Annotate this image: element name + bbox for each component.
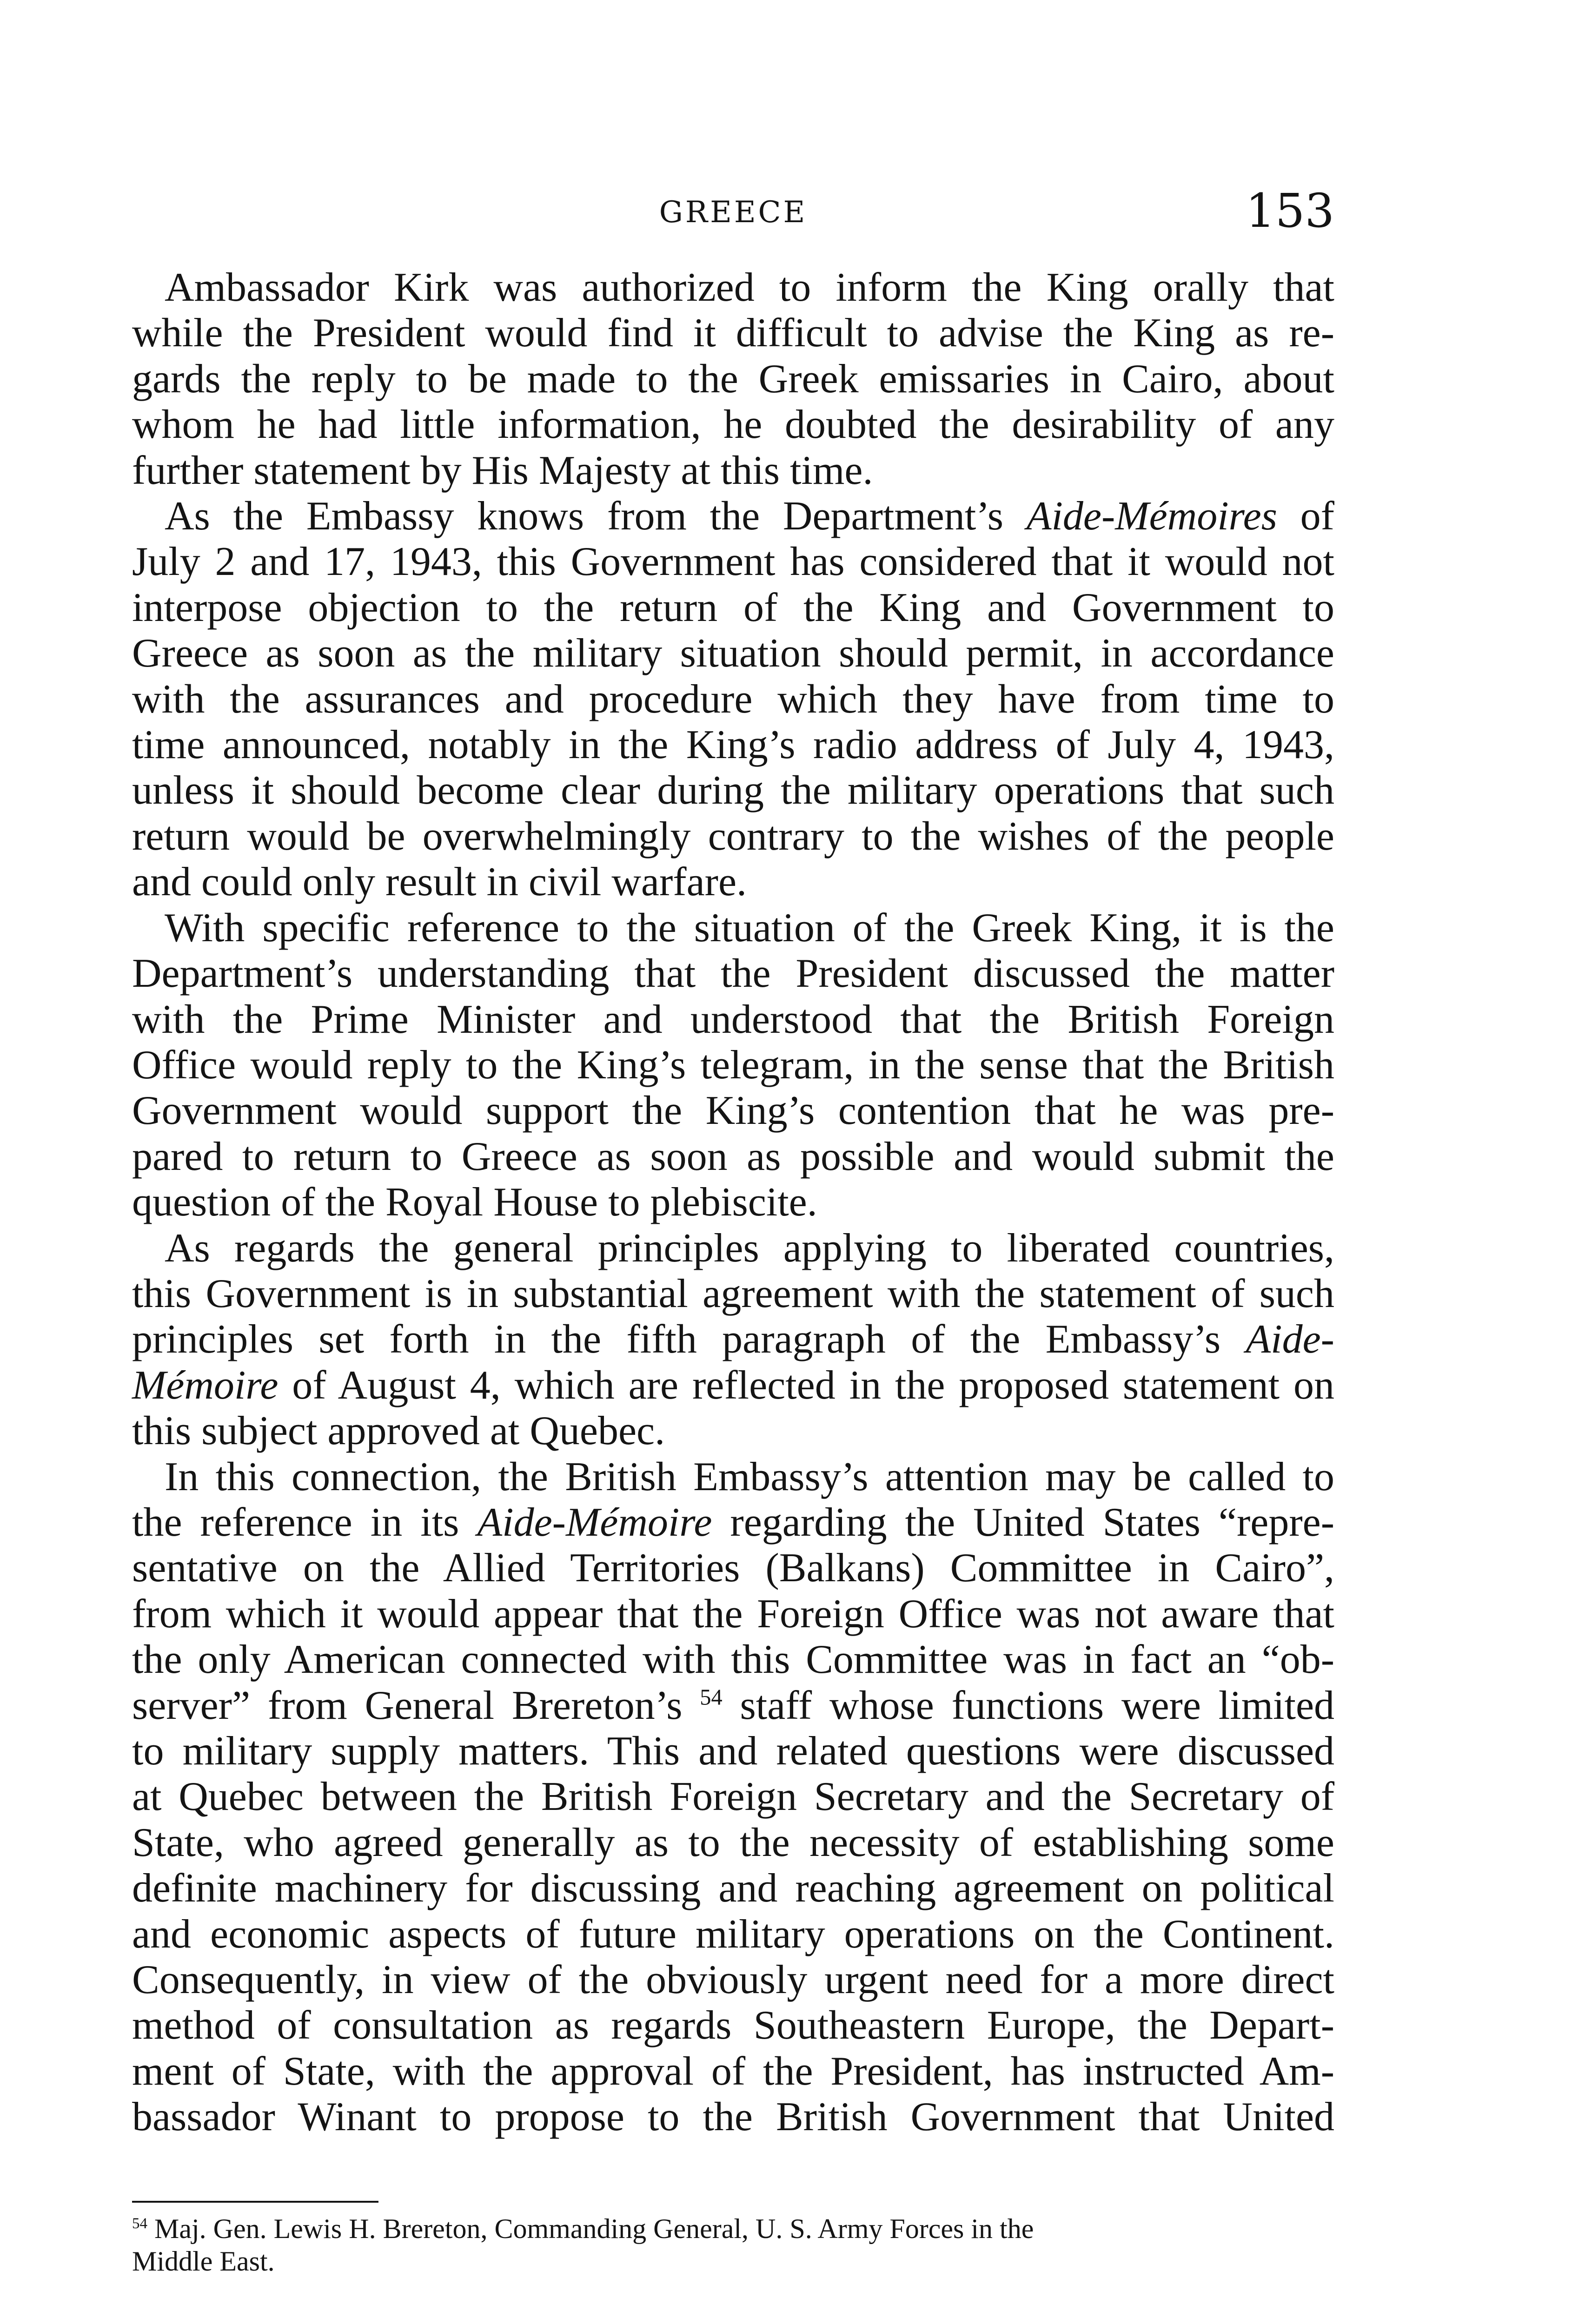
text-line: further statement by His Majesty at this time. bbox=[132, 448, 873, 493]
footnote-divider bbox=[132, 2201, 378, 2203]
text-line: State, who agreed generally as to the necessity of establishing some bbox=[132, 1820, 1334, 1865]
text-line: ment of State, with the approval of the President, has instructed Am- bbox=[132, 2048, 1334, 2094]
text-line: Government would support the King’s contention that he was pre- bbox=[132, 1088, 1334, 1134]
text-line: return would be overwhelmingly contrary to the wishes of the people bbox=[132, 813, 1334, 859]
text-line: Ambassador Kirk was authorized to inform the King orally that bbox=[165, 265, 1334, 310]
text-line: July 2 and 17, 1943, this Government has considered that it would not bbox=[132, 539, 1334, 585]
running-head bbox=[132, 184, 1334, 244]
text-run: of bbox=[1277, 494, 1334, 539]
footnote-line bbox=[132, 2212, 1334, 2245]
paragraph-2 bbox=[132, 494, 1334, 905]
text-run: server” from General Brereton’s bbox=[132, 1683, 700, 1728]
text-line: method of consultation as regards Southeastern Europe, the Depart- bbox=[132, 2003, 1334, 2048]
text-run: principles set forth in the fifth paragraph of the Embassy’s bbox=[132, 1317, 1246, 1362]
paragraph-1 bbox=[132, 265, 1334, 494]
paragraph-5 bbox=[132, 1454, 1334, 2140]
text-line: definite machinery for discussing and reaching agreement on political bbox=[132, 1866, 1334, 1911]
italic-term: Mémoire bbox=[132, 1362, 279, 1408]
text-line: pared to return to Greece as soon as possible and would submit the bbox=[132, 1134, 1334, 1179]
text-line: Consequently, in view of the obviously urgent need for a more direct bbox=[132, 1957, 1334, 2003]
text-line: while the President would find it difficult to advise the King as re- bbox=[132, 310, 1334, 356]
text-line: from which it would appear that the Foreign Office was not aware that bbox=[132, 1591, 1334, 1637]
text-line: Department’s understanding that the President discussed the matter bbox=[132, 951, 1334, 997]
text-line: Office would reply to the King’s telegram, in the sense that the British bbox=[132, 1042, 1334, 1088]
text-line bbox=[132, 1683, 1334, 1729]
italic-term: Aide- bbox=[1246, 1317, 1334, 1362]
text-line: With specific reference to the situation of the Greek King, it is the bbox=[165, 905, 1334, 951]
text-line: time announced, notably in the King’s radio address of July 4, 1943, bbox=[132, 722, 1334, 768]
text-run: staff whose functions were limited bbox=[722, 1683, 1335, 1728]
text-line bbox=[132, 494, 1334, 539]
footnote bbox=[132, 2212, 1334, 2278]
text-line: with the assurances and procedure which they have from time to bbox=[132, 676, 1334, 722]
text-run: regarding the United States “repre- bbox=[712, 1499, 1335, 1545]
text-line: interpose objection to the return of the King and Government to bbox=[132, 585, 1334, 630]
text-line: and economic aspects of future military operations on the Continent. bbox=[132, 1911, 1334, 1957]
text-line: unless it should become clear during the military operations that such bbox=[132, 768, 1334, 813]
page-number: 153 bbox=[1246, 184, 1334, 238]
footnote-text: Maj. Gen. Lewis H. Brereton, Commanding General, U. S. Army Forces in the bbox=[147, 2213, 1034, 2244]
text-line: this subject approved at Quebec. bbox=[132, 1408, 665, 1454]
text-run: of August 4, which are reflected in the proposed statement on bbox=[278, 1362, 1334, 1408]
text-line bbox=[132, 1363, 1334, 1408]
text-line: whom he had little information, he doubted the desirability of any bbox=[132, 402, 1334, 448]
text-run: the reference in its bbox=[132, 1499, 477, 1545]
text-line: As regards the general principles applying to liberated countries, bbox=[165, 1225, 1334, 1271]
paragraph-3 bbox=[132, 905, 1334, 1226]
text-line bbox=[132, 1500, 1334, 1545]
footnote-reference[interactable]: 54 bbox=[700, 1685, 723, 1710]
text-line: bassador Winant to propose to the British Government that United bbox=[132, 2094, 1334, 2140]
text-line: this Government is in substantial agreement with the statement of such bbox=[132, 1271, 1334, 1316]
italic-term: Aide-Mémoires bbox=[1026, 494, 1277, 539]
italic-term: Aide-Mémoire bbox=[477, 1499, 712, 1545]
text-line: with the Prime Minister and understood that the British Foreign bbox=[132, 997, 1334, 1042]
text-line: question of the Royal House to plebiscite. bbox=[132, 1180, 817, 1225]
text-line: at Quebec between the British Foreign Secretary and the Secretary of bbox=[132, 1774, 1334, 1820]
paragraph-4 bbox=[132, 1226, 1334, 1454]
text-line: and could only result in civil warfare. bbox=[132, 859, 747, 905]
body-text bbox=[132, 265, 1334, 2140]
running-title: GREECE bbox=[659, 195, 808, 230]
text-run: As the Embassy knows from the Department’s bbox=[165, 494, 1027, 539]
footnote-marker: 54 bbox=[132, 2215, 147, 2232]
text-line: gards the reply to be made to the Greek emissaries in Cairo, about bbox=[132, 356, 1334, 402]
text-line: the only American connected with this Committee was in fact an “ob- bbox=[132, 1637, 1334, 1683]
text-line: Greece as soon as the military situation should permit, in accordance bbox=[132, 631, 1334, 676]
text-line: to military supply matters. This and related questions were discussed bbox=[132, 1729, 1334, 1774]
text-line bbox=[132, 1317, 1334, 1362]
text-line: In this connection, the British Embassy’s attention may be called to bbox=[165, 1454, 1334, 1499]
text-line: sentative on the Allied Territories (Balkans) Committee in Cairo”, bbox=[132, 1545, 1334, 1591]
footnote-line: Middle East. bbox=[132, 2246, 275, 2277]
